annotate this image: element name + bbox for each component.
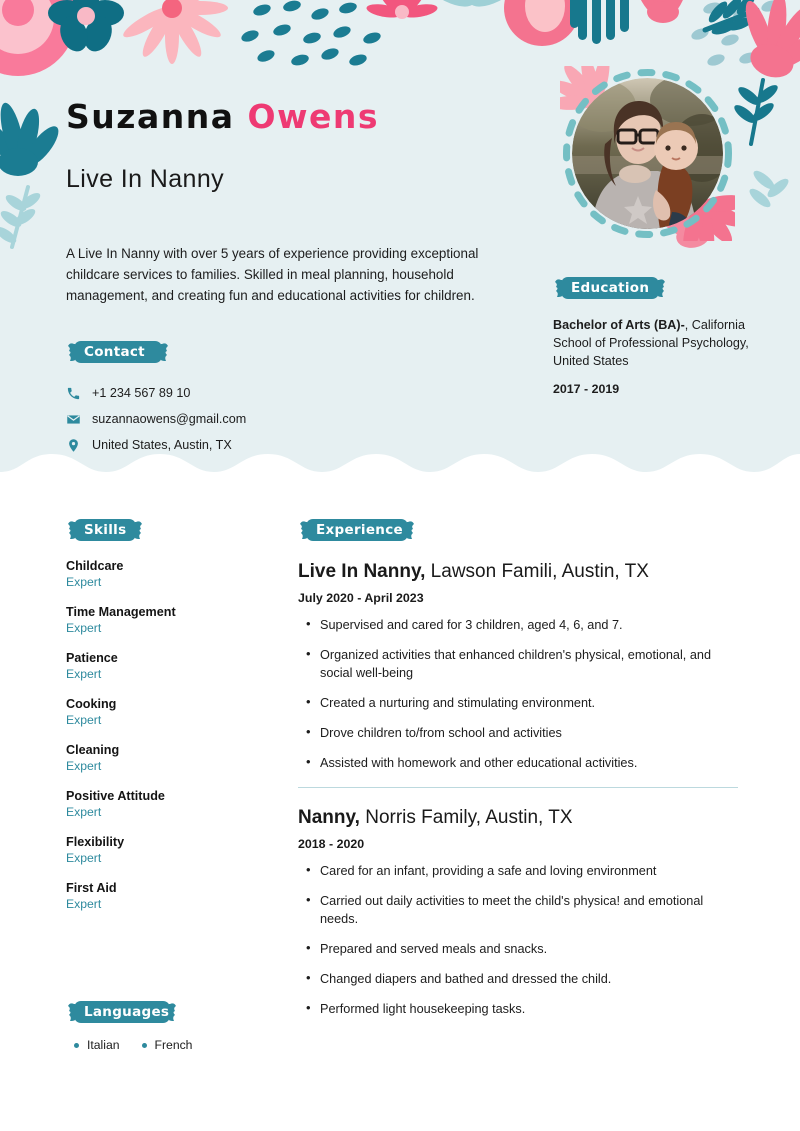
skill-name: Time Management xyxy=(66,605,176,619)
job-organization: Lawson Famili, Austin, TX xyxy=(425,561,649,582)
name-block xyxy=(66,97,380,136)
skill-level: Expert xyxy=(66,621,102,635)
skills-badge-label: Skills xyxy=(84,522,127,538)
avatar-image xyxy=(572,78,723,229)
languages-badge-label: Languages xyxy=(84,1004,170,1020)
avatar xyxy=(572,78,723,229)
phone-icon xyxy=(66,386,92,401)
skill-name: Cleaning xyxy=(66,743,120,757)
job-bullet: • Carried out daily activities to meet the child's physica! and emotional needs. xyxy=(298,892,738,928)
contact-phone-row[interactable] xyxy=(66,380,246,406)
job-bullet: • Created a nurturing and stimulating environment. xyxy=(298,694,738,712)
skill-item xyxy=(66,834,271,867)
skill-name: Childcare xyxy=(66,559,124,573)
languages-badge xyxy=(66,1000,187,1024)
experience-badge-label: Experience xyxy=(316,522,403,538)
skill-level: Expert xyxy=(66,713,102,727)
job-role: Live In Nanny, xyxy=(298,561,426,582)
education-badge-label: Education xyxy=(571,280,650,296)
job-organization: Norris Family, Austin, TX xyxy=(359,807,573,828)
skills-list xyxy=(66,558,271,913)
full-name xyxy=(66,97,380,136)
education-badge xyxy=(553,276,667,300)
first-name: Suzanna xyxy=(66,97,235,136)
skill-level: Expert xyxy=(66,897,102,911)
contact-list xyxy=(66,380,246,458)
skill-name: Patience xyxy=(66,651,118,665)
skill-level: Expert xyxy=(66,575,102,589)
experience-badge xyxy=(298,518,421,542)
location-icon xyxy=(66,438,92,453)
language-name: Italian xyxy=(87,1038,120,1052)
phone-value: +1 234 567 89 10 xyxy=(92,386,191,400)
languages-section xyxy=(66,1000,286,1052)
job-bullet: • Performed light housekeeping tasks. xyxy=(298,1000,738,1018)
skill-name: Flexibility xyxy=(66,835,125,849)
skills-section xyxy=(66,518,271,926)
contact-email-row[interactable] xyxy=(66,406,246,432)
skill-item xyxy=(66,788,271,821)
job-dates: July 2020 - April 2023 xyxy=(298,591,424,605)
bullet-dot-icon xyxy=(142,1043,147,1048)
skill-level: Expert xyxy=(66,759,102,773)
skills-badge xyxy=(66,518,144,542)
job-title: Live In Nanny xyxy=(66,165,225,193)
language-item xyxy=(74,1038,120,1052)
job-bullet: • Drove children to/from school and activities xyxy=(298,724,738,742)
job-bullets xyxy=(298,862,738,1018)
skill-item xyxy=(66,604,271,637)
skill-item xyxy=(66,742,271,775)
header-panel xyxy=(0,0,800,500)
contact-section xyxy=(66,340,246,458)
skill-item xyxy=(66,650,271,683)
email-icon xyxy=(66,412,92,427)
contact-badge xyxy=(66,340,163,364)
job-bullet: • Prepared and served meals and snacks. xyxy=(298,940,738,958)
email-value: suzannaowens@gmail.com xyxy=(92,412,247,426)
experience-job xyxy=(298,559,738,772)
education-dates: 2017 - 2019 xyxy=(553,382,620,396)
language-item xyxy=(142,1038,193,1052)
experience-job xyxy=(298,805,738,1018)
job-bullet: • Supervised and cared for 3 children, aged 4, 6, and 7. xyxy=(298,616,738,634)
last-name: Owens xyxy=(247,97,380,136)
skill-item xyxy=(66,880,271,913)
contact-location-row[interactable] xyxy=(66,432,246,458)
profile-photo-frame xyxy=(560,66,735,241)
skill-item xyxy=(66,558,271,591)
job-dates: 2018 - 2020 xyxy=(298,837,365,851)
experience-section xyxy=(298,518,738,1030)
skill-name: Positive Attitude xyxy=(66,789,165,803)
job-bullet: • Assisted with homework and other educational activities. xyxy=(298,754,738,772)
education-section xyxy=(553,276,753,398)
job-separator xyxy=(298,787,738,788)
language-name: French xyxy=(154,1038,193,1052)
job-heading xyxy=(298,805,738,830)
education-degree: Bachelor of Arts (BA)- xyxy=(553,318,685,332)
skill-item xyxy=(66,696,271,729)
job-bullet: • Cared for an infant, providing a safe and loving environment xyxy=(298,862,738,880)
languages-list xyxy=(66,1038,286,1052)
skill-level: Expert xyxy=(66,805,102,819)
skill-level: Expert xyxy=(66,667,102,681)
professional-summary: A Live In Nanny with over 5 years of experience providing exceptional childcare services to families. Skilled in meal planning, household management, and creating fun and educational activities for children. xyxy=(66,246,479,303)
job-role: Nanny, xyxy=(298,807,360,828)
skill-name: First Aid xyxy=(66,881,117,895)
skill-level: Expert xyxy=(66,851,102,865)
job-bullet: • Changed diapers and bathed and dressed the child. xyxy=(298,970,738,988)
bullet-dot-icon xyxy=(74,1043,79,1048)
skill-name: Cooking xyxy=(66,697,117,711)
contact-badge-label: Contact xyxy=(84,344,145,360)
job-heading xyxy=(298,559,738,584)
education-entry xyxy=(553,316,753,398)
job-bullets xyxy=(298,616,738,772)
education-institution: , California School of Professional Psychology, United States xyxy=(553,318,749,368)
location-value: United States, Austin, TX xyxy=(92,438,232,452)
job-bullet: • Organized activities that enhanced children's physical, emotional, and social well-being xyxy=(298,646,738,682)
